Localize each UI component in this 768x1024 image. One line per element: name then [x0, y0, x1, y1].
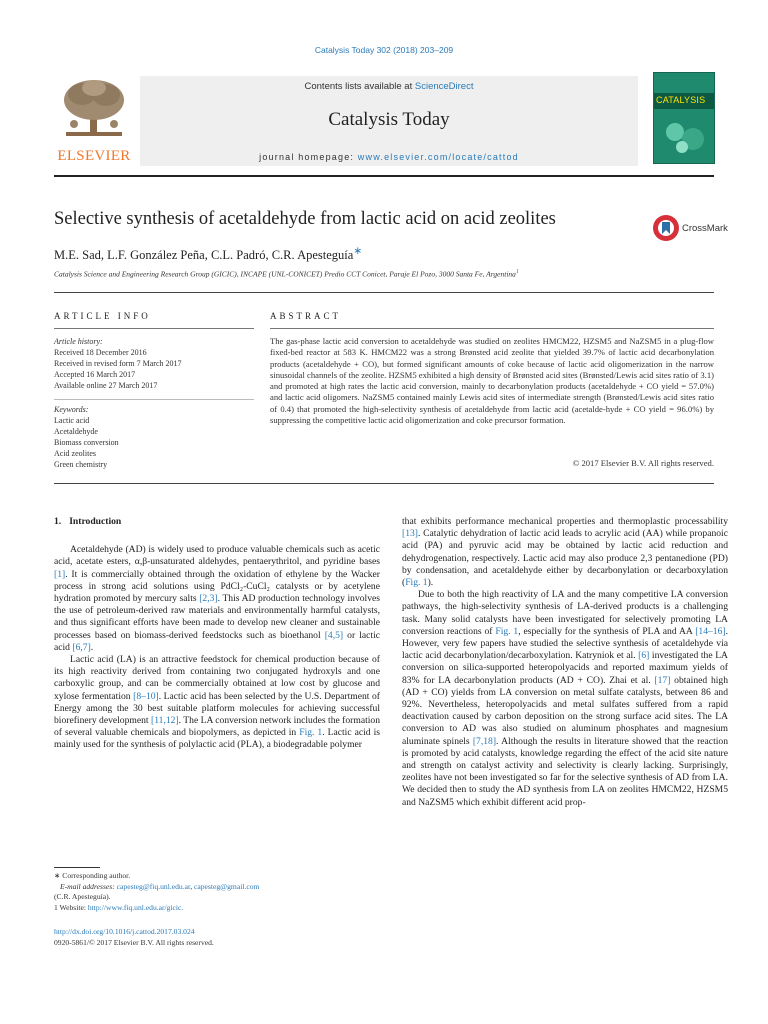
section-title: Introduction: [69, 516, 122, 527]
keyword-item: Acid zeolites: [54, 449, 96, 458]
section-heading: [54, 516, 380, 528]
abstract-bottom-rule: [54, 483, 714, 484]
citation-link[interactable]: Fig. 1: [405, 577, 428, 589]
citation-link[interactable]: Fig. 1: [299, 727, 323, 739]
paragraph-text: . Lactic acid is mainly used for the synthesis of polylactic acid (PLA), a biodegradable polymer: [54, 727, 380, 751]
crossmark-icon: [652, 214, 680, 242]
paragraph-text: ).: [427, 577, 434, 589]
issn-copyright: 0920-5861/© 2017 Elsevier B.V. All rights reserved.: [54, 937, 214, 947]
paragraph-text: that exhibits performance mechanical properties and thermoplastic processability: [402, 516, 728, 527]
paragraph: [402, 589, 728, 809]
history-accepted: Accepted 16 March 2017: [54, 370, 136, 379]
email-link[interactable]: capesteg@fiq.unl.edu.ar: [116, 881, 191, 891]
email-label: E-mail addresses:: [60, 881, 117, 891]
elsevier-wordmark: ELSEVIER: [57, 148, 131, 164]
history-revised: Received in revised form 7 March 2017: [54, 359, 182, 368]
crossmark-label: CrossMark: [682, 223, 728, 234]
footnote-email: [54, 882, 380, 893]
paragraph-text: . Lactic acid has been selected by the U.S. Department of Energy among the 30 best suitable platform molecules for achieving successful biorefinery development: [54, 690, 380, 727]
header-rule: [54, 292, 714, 293]
history-received: Received 18 December 2016: [54, 348, 147, 357]
authors-text: M.E. Sad, L.F. González Peña, C.L. Padró, C.R. Apesteguía: [54, 248, 354, 263]
article-info-panel: [54, 336, 254, 470]
paragraph-text: . Catalytic dehydration of lactic acid leads to acrylic acid (AA) while propanoic acid (PA) and pyruvic acid may be obtained by lactic acid reduction and dehydrogenation, respectively. Lactic acid may also produce 2,3 pentanedione (PD) by condensation, and acetaldehyde either by decarbonylation or decarboxylation (: [402, 528, 728, 589]
abstract-heading: ABSTRACT: [270, 311, 342, 321]
doi-link[interactable]: http://dx.doi.org/10.1016/j.cattod.2017.03.024: [54, 927, 195, 936]
email-separator: ,: [190, 881, 194, 891]
body-column-left: [54, 516, 380, 752]
masthead-rule: [54, 175, 714, 177]
journal-masthead: [54, 76, 638, 166]
citation-link[interactable]: [4,5]: [324, 629, 344, 641]
homepage-prefix: journal homepage:: [259, 152, 358, 162]
article-info-rule: [54, 328, 254, 329]
footnote-website: [54, 903, 380, 914]
journal-name: Catalysis Today: [328, 109, 450, 130]
paragraph-text: . However, very few papers have studied the selective synthesis of acetaldehyde via lactic acid decarbonylation/decarboxylation. Katryniok et al.: [402, 625, 728, 662]
elsevier-tree-icon: [60, 78, 128, 138]
paragraph-text: Lactic acid (LA) is an attractive feedstock for chemical production because of its high reactivity derived from containing two conjugated hydroxyls and one carboxylic group, and can be commercially obtained at low cost by glucose and xylose fermentation: [54, 654, 380, 702]
citation-link[interactable]: [6]: [638, 650, 650, 662]
paragraph: [402, 516, 728, 589]
citation-link[interactable]: [6,7]: [72, 641, 91, 653]
journal-homepage-link[interactable]: www.elsevier.com/locate/cattod: [357, 152, 519, 162]
website-link[interactable]: http://www.fiq.unl.edu.ar/gicic.: [87, 902, 184, 912]
affiliation-text: Catalysis Science and Engineering Research Group (GICIC), INCAPE (UNL-CONICET) Predio CCT Conicet, Paraje El Pozo, 3000 Santa Fe, Argentina: [54, 269, 516, 279]
journal-citation-link[interactable]: Catalysis Today 302 (2018) 203–209: [314, 45, 454, 55]
citation-link[interactable]: [11,12]: [151, 715, 179, 727]
masthead-banner: [140, 76, 638, 166]
article-title: Selective synthesis of acetaldehyde from lactic acid on acid zeolites: [54, 209, 556, 229]
paragraph-text: . Although the results in literature showed that the reaction is promoted by acid catalysts, knowledge regarding the effect of the acid site nature and strength on catalyst activity and selectivity is clearly lacking. Surprisingly, zeolites have not been investigated so far for the selective synthesis of AD from LA. We decided then to study the AD synthesis from LA on zeolites HMCM22, HZSM5 and NaZSM5 which exhibit different acid prop-: [402, 735, 728, 808]
abstract-text: The gas-phase lactic acid conversion to acetaldehyde was studied on zeolites HMCM22, HZSM5 and NaZSM5 in a plug-flow fixed-bed reactor at 583 K. HMCM22 was a strong Brønsted acid zeolite that yielded 39.7% of lactic acid decarbonylation products (acetaldehyde + CO), but formed significant amounts of coke because of lactic acid oligomerization in the narrow sinusoidal channels of the zeolite. HZSM5 exhibited a high density of Brønsted acid sites (Brønsted/Lewis acid sites ratio of 3.1) and promoted at high rates the lactic acid conversion, mainly to decarbonylation products (acetaldehyde + CO yield = 57.0%) and lactic acid oligomers. NaZSM5 contained mainly Lewis acid sites of intermediate strength (Brønsted/Lewis acid sites ratio of 0.4) that promoted the high-selectivity synthesis of acetaldehyde from lactic acid (acetalde-hyde + CO yield = 96.0%) by suppressing the competitive lactic acid oligomerization and coke precursor formation.: [270, 336, 714, 426]
paragraph: [54, 544, 380, 654]
contents-prefix: Contents lists available at: [304, 81, 415, 92]
paragraph-text: obtained high (AD + CO) yields from LA conversion on metal sulfate catalysts, between 86 and 92%. Nevertheless, heteropolyacids and metal sulfates suffered from a rapid deactivation caused by carbon deposition on the strong surface acid sites. The LA conversion to AD was also studied on aluminum phosphates and magnesium aluminate spinels: [402, 674, 728, 747]
citation-link[interactable]: [17]: [654, 674, 671, 686]
cover-art-icon: [660, 117, 710, 157]
journal-cover-thumbnail[interactable]: [653, 72, 715, 164]
citation-link[interactable]: Fig. 1: [495, 625, 519, 637]
cover-title: CATALYSIS: [656, 95, 706, 105]
website-label: 1 Website:: [54, 902, 88, 912]
paragraph-text: . It is commercially obtained through the oxidation of ethylene by the Wacker process in strong acid solutions using PdCl₂-CuCl₂ catalysts or by acetylene hydration promoted by mercury salts: [54, 568, 380, 605]
paragraph: [54, 654, 380, 752]
keyword-item: Biomass conversion: [54, 438, 119, 447]
paragraph-text: Acetaldehyde (AD) is widely used to produce valuable chemicals such as acetic acid, acetate esters, α,β-unsaturated aldehydes, pentaerythritol, and pyridine bases: [54, 544, 380, 568]
keywords-title: Keywords:: [54, 405, 89, 414]
history-title: Article history:: [54, 337, 103, 346]
paragraph-text: . This AD production technology involves the use of petroleum-derived raw materials and environmentally harmful catalysts, and thus significant efforts have been made to develop new cleaner and sustainable processes based on biomass-derived feedstocks such as bioethanol: [54, 593, 380, 641]
citation-link[interactable]: [7,18]: [472, 735, 497, 747]
doi-block: [54, 927, 380, 948]
footnotes: [54, 871, 380, 913]
affiliation-footnote-mark[interactable]: 1: [515, 268, 520, 275]
paragraph-text: Due to both the high reactivity of LA and the many competitive LA conversion pathways, the high-selectivity synthesis of LA-derived products is a challenging task. Many solid catalysts have been investigated for selectively promoting LA conversion reactions of: [402, 589, 728, 637]
article-info-divider: [54, 399, 254, 400]
sciencedirect-link[interactable]: ScienceDirect: [414, 81, 474, 92]
corresponding-author-mark[interactable]: ∗: [353, 246, 363, 257]
keyword-item: Green chemistry: [54, 460, 108, 469]
abstract-copyright: © 2017 Elsevier B.V. All rights reserved.: [572, 458, 714, 468]
citation-link[interactable]: [13]: [402, 528, 418, 540]
paragraph-text: investigated the LA conversion on silica-supported heteropolyacids and reported maximum yields of 83% for LA decarbonylation products (AD + CO). Zhai et al.: [402, 650, 728, 686]
affiliation: [54, 268, 714, 279]
abstract-rule: [270, 328, 714, 329]
paragraph-text: , especially for the synthesis of PLA and AA: [518, 625, 696, 637]
section-number: 1.: [54, 516, 62, 527]
history-online: Available online 27 March 2017: [54, 381, 158, 390]
keyword-item: Acetaldehyde: [54, 427, 98, 436]
footnote-corresponding: ∗ Corresponding author.: [54, 871, 131, 880]
homepage-line: [140, 152, 638, 162]
elsevier-logo[interactable]: [54, 76, 134, 166]
contents-line: [140, 81, 638, 92]
body-column-right: [402, 516, 728, 809]
author-list: [54, 245, 654, 263]
crossmark-badge[interactable]: [652, 214, 732, 244]
citation-link[interactable]: [14–16]: [695, 625, 726, 637]
citation-link[interactable]: [1]: [54, 568, 66, 580]
paragraph-text: . The LA conversion network includes the formation of several valuable chemicals and biopolymers, as depicted in: [54, 715, 381, 739]
citation-link[interactable]: [8–10]: [133, 690, 159, 702]
keyword-item: Lactic acid: [54, 416, 90, 425]
paragraph-text: .: [90, 641, 94, 653]
article-info-heading: ARTICLE INFO: [54, 311, 151, 321]
paragraph-text: or lactic acid: [54, 629, 380, 653]
email-link[interactable]: capesteg@gmail.com: [194, 881, 260, 891]
footnote-email-owner: (C.R. Apesteguía).: [54, 892, 111, 901]
footnote-rule: [54, 867, 100, 868]
citation-link[interactable]: [2,3]: [199, 593, 218, 605]
